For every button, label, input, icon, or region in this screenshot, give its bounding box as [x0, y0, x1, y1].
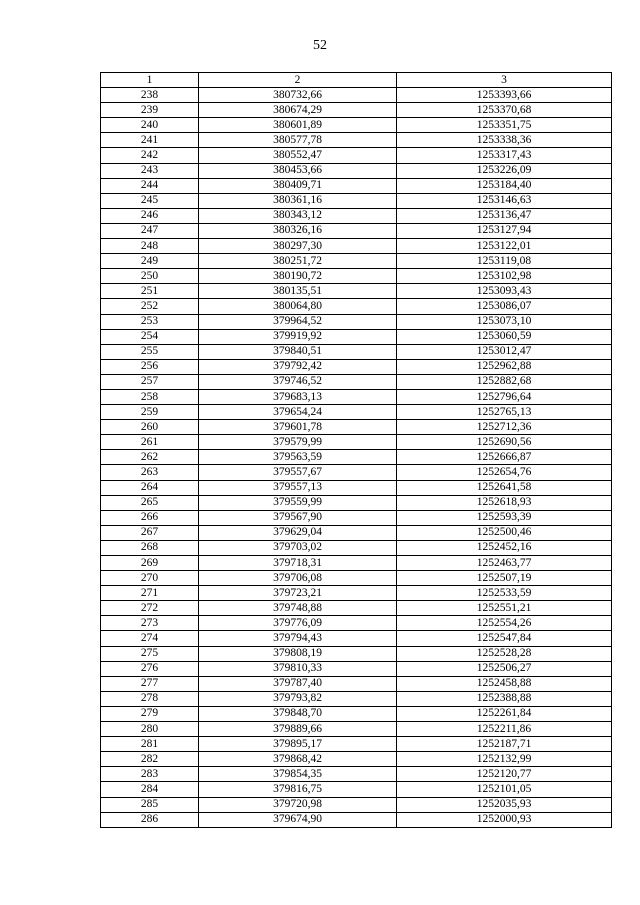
- y-coordinate-cell: 1252507,19: [397, 571, 612, 586]
- table-row: [101, 148, 612, 163]
- y-coordinate-cell: 1252666,87: [397, 450, 612, 465]
- table-row: [101, 586, 612, 601]
- x-coordinate-cell: 379718,31: [199, 556, 397, 571]
- x-coordinate-cell: 379889,66: [199, 722, 397, 737]
- y-coordinate-cell: 1252690,56: [397, 435, 612, 450]
- table-row: [101, 284, 612, 299]
- table-header-row: [101, 73, 612, 88]
- point-number-cell: 272: [101, 601, 199, 616]
- x-coordinate-cell: 380732,66: [199, 88, 397, 103]
- y-coordinate-cell: 1253122,01: [397, 239, 612, 254]
- y-coordinate-cell: 1253136,47: [397, 208, 612, 223]
- x-coordinate-cell: 379808,19: [199, 646, 397, 661]
- y-coordinate-cell: 1252962,88: [397, 359, 612, 374]
- y-coordinate-cell: 1252261,84: [397, 706, 612, 721]
- x-coordinate-cell: 379601,78: [199, 420, 397, 435]
- point-number-cell: 264: [101, 480, 199, 495]
- point-number-cell: 252: [101, 299, 199, 314]
- x-coordinate-cell: 380326,16: [199, 223, 397, 238]
- x-coordinate-cell: 380601,89: [199, 118, 397, 133]
- coordinates-table: [100, 72, 612, 828]
- point-number-cell: 249: [101, 254, 199, 269]
- column-header-3: 3: [397, 73, 612, 88]
- x-coordinate-cell: 380135,51: [199, 284, 397, 299]
- point-number-cell: 261: [101, 435, 199, 450]
- y-coordinate-cell: 1252654,76: [397, 465, 612, 480]
- x-coordinate-cell: 379706,08: [199, 571, 397, 586]
- point-number-cell: 284: [101, 782, 199, 797]
- x-coordinate-cell: 379563,59: [199, 450, 397, 465]
- x-coordinate-cell: 379794,43: [199, 631, 397, 646]
- point-number-cell: 240: [101, 118, 199, 133]
- table-row: [101, 661, 612, 676]
- x-coordinate-cell: 379919,92: [199, 329, 397, 344]
- x-coordinate-cell: 379840,51: [199, 344, 397, 359]
- table-row: [101, 676, 612, 691]
- x-coordinate-cell: 379557,13: [199, 480, 397, 495]
- x-coordinate-cell: 379579,99: [199, 435, 397, 450]
- y-coordinate-cell: 1253317,43: [397, 148, 612, 163]
- x-coordinate-cell: 379792,42: [199, 359, 397, 374]
- x-coordinate-cell: 380674,29: [199, 103, 397, 118]
- point-number-cell: 242: [101, 148, 199, 163]
- table-row: [101, 495, 612, 510]
- table-row: [101, 329, 612, 344]
- point-number-cell: 262: [101, 450, 199, 465]
- x-coordinate-cell: 380409,71: [199, 178, 397, 193]
- point-number-cell: 283: [101, 767, 199, 782]
- y-coordinate-cell: 1253226,09: [397, 163, 612, 178]
- x-coordinate-cell: 379964,52: [199, 314, 397, 329]
- y-coordinate-cell: 1253370,68: [397, 103, 612, 118]
- point-number-cell: 280: [101, 722, 199, 737]
- x-coordinate-cell: 379559,99: [199, 495, 397, 510]
- y-coordinate-cell: 1252211,86: [397, 722, 612, 737]
- point-number-cell: 239: [101, 103, 199, 118]
- table-row: [101, 706, 612, 721]
- y-coordinate-cell: 1252618,93: [397, 495, 612, 510]
- table-row: [101, 163, 612, 178]
- table-row: [101, 389, 612, 404]
- point-number-cell: 265: [101, 495, 199, 510]
- x-coordinate-cell: 379854,35: [199, 767, 397, 782]
- point-number-cell: 267: [101, 525, 199, 540]
- point-number-cell: 243: [101, 163, 199, 178]
- point-number-cell: 269: [101, 556, 199, 571]
- table-row: [101, 435, 612, 450]
- table-row: [101, 299, 612, 314]
- y-coordinate-cell: 1252796,64: [397, 389, 612, 404]
- point-number-cell: 253: [101, 314, 199, 329]
- page-number: 52: [313, 38, 327, 53]
- point-number-cell: 263: [101, 465, 199, 480]
- x-coordinate-cell: 379748,88: [199, 601, 397, 616]
- y-coordinate-cell: 1253119,08: [397, 254, 612, 269]
- table-row: [101, 223, 612, 238]
- point-number-cell: 247: [101, 223, 199, 238]
- point-number-cell: 285: [101, 797, 199, 812]
- table-body: [101, 88, 612, 828]
- x-coordinate-cell: 379557,67: [199, 465, 397, 480]
- point-number-cell: 241: [101, 133, 199, 148]
- x-coordinate-cell: 379868,42: [199, 752, 397, 767]
- x-coordinate-cell: 379816,75: [199, 782, 397, 797]
- x-coordinate-cell: 379567,90: [199, 510, 397, 525]
- y-coordinate-cell: 1253012,47: [397, 344, 612, 359]
- y-coordinate-cell: 1253073,10: [397, 314, 612, 329]
- column-header-2: 2: [199, 73, 397, 88]
- x-coordinate-cell: 379787,40: [199, 676, 397, 691]
- y-coordinate-cell: 1252000,93: [397, 812, 612, 827]
- table-row: [101, 540, 612, 555]
- table-row: [101, 405, 612, 420]
- x-coordinate-cell: 379720,98: [199, 797, 397, 812]
- table-row: [101, 737, 612, 752]
- x-coordinate-cell: 380577,78: [199, 133, 397, 148]
- y-coordinate-cell: 1252120,77: [397, 767, 612, 782]
- point-number-cell: 254: [101, 329, 199, 344]
- point-number-cell: 279: [101, 706, 199, 721]
- table-row: [101, 178, 612, 193]
- x-coordinate-cell: 380190,72: [199, 269, 397, 284]
- y-coordinate-cell: 1253093,43: [397, 284, 612, 299]
- y-coordinate-cell: 1252187,71: [397, 737, 612, 752]
- x-coordinate-cell: 380297,30: [199, 239, 397, 254]
- table-row: [101, 208, 612, 223]
- y-coordinate-cell: 1252101,05: [397, 782, 612, 797]
- table-row: [101, 752, 612, 767]
- table-row: [101, 88, 612, 103]
- table-row: [101, 797, 612, 812]
- y-coordinate-cell: 1252500,46: [397, 525, 612, 540]
- y-coordinate-cell: 1252547,84: [397, 631, 612, 646]
- x-coordinate-cell: 379810,33: [199, 661, 397, 676]
- y-coordinate-cell: 1253102,98: [397, 269, 612, 284]
- x-coordinate-cell: 379793,82: [199, 691, 397, 706]
- y-coordinate-cell: 1252641,58: [397, 480, 612, 495]
- y-coordinate-cell: 1252533,59: [397, 586, 612, 601]
- table-row: [101, 782, 612, 797]
- y-coordinate-cell: 1253393,66: [397, 88, 612, 103]
- point-number-cell: 245: [101, 193, 199, 208]
- point-number-cell: 271: [101, 586, 199, 601]
- point-number-cell: 246: [101, 208, 199, 223]
- y-coordinate-cell: 1252554,26: [397, 616, 612, 631]
- y-coordinate-cell: 1252506,27: [397, 661, 612, 676]
- table-row: [101, 812, 612, 827]
- point-number-cell: 238: [101, 88, 199, 103]
- x-coordinate-cell: 380361,16: [199, 193, 397, 208]
- y-coordinate-cell: 1252463,77: [397, 556, 612, 571]
- x-coordinate-cell: 379776,09: [199, 616, 397, 631]
- table-row: [101, 571, 612, 586]
- x-coordinate-cell: 379629,04: [199, 525, 397, 540]
- table-row: [101, 254, 612, 269]
- y-coordinate-cell: 1252388,88: [397, 691, 612, 706]
- table-row: [101, 103, 612, 118]
- y-coordinate-cell: 1253127,94: [397, 223, 612, 238]
- point-number-cell: 277: [101, 676, 199, 691]
- point-number-cell: 251: [101, 284, 199, 299]
- point-number-cell: 286: [101, 812, 199, 827]
- x-coordinate-cell: 380343,12: [199, 208, 397, 223]
- point-number-cell: 259: [101, 405, 199, 420]
- y-coordinate-cell: 1252528,28: [397, 646, 612, 661]
- point-number-cell: 250: [101, 269, 199, 284]
- x-coordinate-cell: 379703,02: [199, 540, 397, 555]
- y-coordinate-cell: 1252712,36: [397, 420, 612, 435]
- x-coordinate-cell: 379683,13: [199, 389, 397, 404]
- table-row: [101, 269, 612, 284]
- y-coordinate-cell: 1253338,36: [397, 133, 612, 148]
- x-coordinate-cell: 379848,70: [199, 706, 397, 721]
- y-coordinate-cell: 1252765,13: [397, 405, 612, 420]
- point-number-cell: 266: [101, 510, 199, 525]
- table-row: [101, 631, 612, 646]
- table-row: [101, 767, 612, 782]
- table-row: [101, 616, 612, 631]
- table-row: [101, 193, 612, 208]
- x-coordinate-cell: 379674,90: [199, 812, 397, 827]
- table-row: [101, 646, 612, 661]
- x-coordinate-cell: 380453,66: [199, 163, 397, 178]
- table-row: [101, 239, 612, 254]
- point-number-cell: 274: [101, 631, 199, 646]
- table-row: [101, 450, 612, 465]
- y-coordinate-cell: 1252035,93: [397, 797, 612, 812]
- point-number-cell: 268: [101, 540, 199, 555]
- point-number-cell: 276: [101, 661, 199, 676]
- point-number-cell: 278: [101, 691, 199, 706]
- table-row: [101, 420, 612, 435]
- table-row: [101, 314, 612, 329]
- y-coordinate-cell: 1252458,88: [397, 676, 612, 691]
- point-number-cell: 244: [101, 178, 199, 193]
- x-coordinate-cell: 379746,52: [199, 374, 397, 389]
- table-row: [101, 480, 612, 495]
- point-number-cell: 273: [101, 616, 199, 631]
- x-coordinate-cell: 380064,80: [199, 299, 397, 314]
- y-coordinate-cell: 1252551,21: [397, 601, 612, 616]
- point-number-cell: 270: [101, 571, 199, 586]
- y-coordinate-cell: 1253086,07: [397, 299, 612, 314]
- x-coordinate-cell: 379654,24: [199, 405, 397, 420]
- point-number-cell: 258: [101, 389, 199, 404]
- table-row: [101, 556, 612, 571]
- y-coordinate-cell: 1252882,68: [397, 374, 612, 389]
- table-row: [101, 374, 612, 389]
- point-number-cell: 257: [101, 374, 199, 389]
- y-coordinate-cell: 1253351,75: [397, 118, 612, 133]
- y-coordinate-cell: 1252132,99: [397, 752, 612, 767]
- x-coordinate-cell: 380251,72: [199, 254, 397, 269]
- table-row: [101, 118, 612, 133]
- table-row: [101, 465, 612, 480]
- point-number-cell: 281: [101, 737, 199, 752]
- x-coordinate-cell: 379723,21: [199, 586, 397, 601]
- table-row: [101, 601, 612, 616]
- table-row: [101, 359, 612, 374]
- point-number-cell: 275: [101, 646, 199, 661]
- point-number-cell: 256: [101, 359, 199, 374]
- table-row: [101, 510, 612, 525]
- point-number-cell: 260: [101, 420, 199, 435]
- y-coordinate-cell: 1252593,39: [397, 510, 612, 525]
- y-coordinate-cell: 1253184,40: [397, 178, 612, 193]
- point-number-cell: 248: [101, 239, 199, 254]
- table-row: [101, 133, 612, 148]
- x-coordinate-cell: 380552,47: [199, 148, 397, 163]
- point-number-cell: 282: [101, 752, 199, 767]
- point-number-cell: 255: [101, 344, 199, 359]
- table-row: [101, 344, 612, 359]
- table-row: [101, 691, 612, 706]
- x-coordinate-cell: 379895,17: [199, 737, 397, 752]
- y-coordinate-cell: 1253146,63: [397, 193, 612, 208]
- y-coordinate-cell: 1252452,16: [397, 540, 612, 555]
- y-coordinate-cell: 1253060,59: [397, 329, 612, 344]
- table-row: [101, 722, 612, 737]
- table-row: [101, 525, 612, 540]
- column-header-1: 1: [101, 73, 199, 88]
